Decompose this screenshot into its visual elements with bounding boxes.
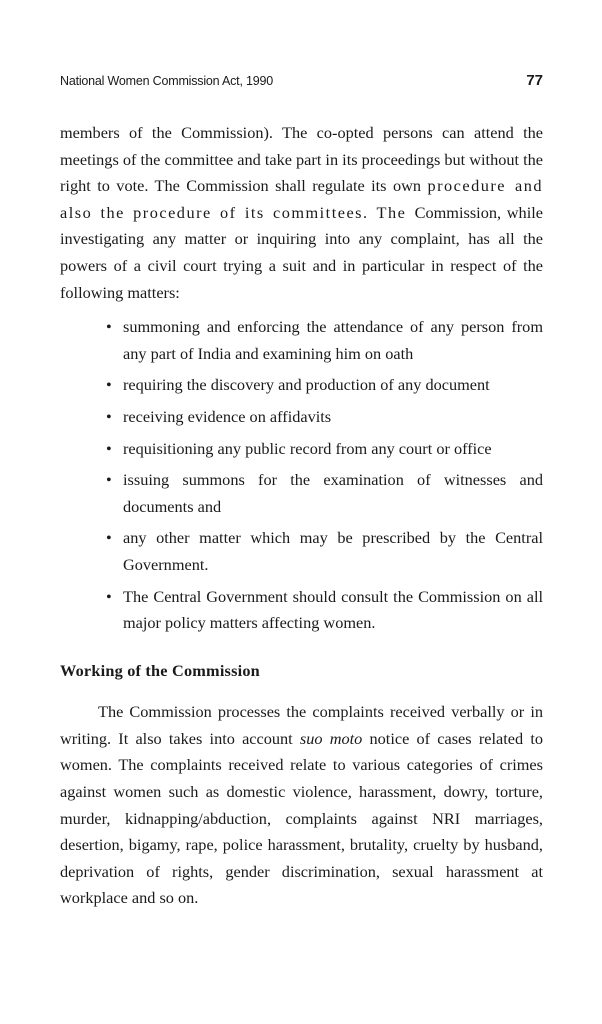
- bullet-icon: •: [106, 528, 112, 548]
- list-item: [106, 584, 543, 637]
- list-item: [106, 404, 543, 431]
- running-title: National Women Commission Act, 1990: [60, 74, 274, 88]
- bullet-icon: •: [106, 317, 112, 337]
- list-item-text: The Central Government should consult the Commission on all major policy matters affecting women.: [123, 586, 543, 633]
- intro-paragraph: [60, 120, 543, 306]
- section-text-start: The Commission processes the complaints received verbally or in writing. It also takes into account: [60, 702, 543, 748]
- bullet-icon: •: [106, 470, 112, 490]
- section-text-end: notice of cases related to women. The complaints received relate to various categories of crimes against women such as domestic violence, harassment, dowry, torture, murder, kidnapping/abduction, complaints against NRI marriages, desertion, bigamy, rape, police harassment, brutality, cruelty by husband, deprivation of rights, gender discrimination, sexual harassment at workplace and so on.: [60, 728, 543, 908]
- list-item: [106, 372, 543, 399]
- intro-line-6: complaint, has all the powers of a civil court trying a suit and in: [60, 229, 543, 275]
- intro-line-1: members of the Commission). The co-opted persons can attend: [60, 123, 524, 142]
- page-body: [60, 120, 543, 912]
- section-italic-term: suo moto: [299, 728, 363, 748]
- matters-list: [60, 314, 543, 637]
- intro-line-2: the meetings of the committee and take part in its proceedings but: [60, 123, 543, 169]
- page-number: 77: [526, 72, 543, 89]
- list-item-text: requiring the discovery and production of any document: [123, 375, 490, 395]
- bullet-icon: •: [106, 438, 112, 458]
- intro-line-4: procedure and also the procedure of its committees. The: [60, 176, 543, 222]
- section-paragraph: [60, 699, 543, 912]
- list-item-text: requisitioning any public record from any court or office: [123, 438, 492, 458]
- bullet-icon: •: [106, 375, 112, 395]
- list-item-text: summoning and enforcing the attendance of any person from any part of India and examining him on oath: [123, 317, 543, 363]
- list-item: [106, 467, 543, 520]
- list-item: [106, 525, 543, 578]
- list-item-text: receiving evidence on affidavits: [123, 406, 332, 426]
- intro-line-5: Commission, while investigating any matter or inquiring into any: [60, 202, 543, 249]
- intro-line-3: without the right to vote. The Commission shall regulate its own: [60, 149, 543, 196]
- bullet-icon: •: [106, 406, 112, 426]
- intro-line-7: particular in respect of the following matters:: [60, 255, 544, 302]
- list-item: [106, 314, 543, 367]
- list-item: [106, 436, 543, 463]
- list-item-text: any other matter which may be prescribed by the Central Government.: [123, 528, 543, 574]
- list-item-text: issuing summons for the examination of witnesses and documents and: [123, 470, 543, 516]
- page-header: [60, 72, 543, 92]
- bullet-icon: •: [106, 586, 112, 606]
- section-heading: Working of the Commission: [60, 660, 260, 680]
